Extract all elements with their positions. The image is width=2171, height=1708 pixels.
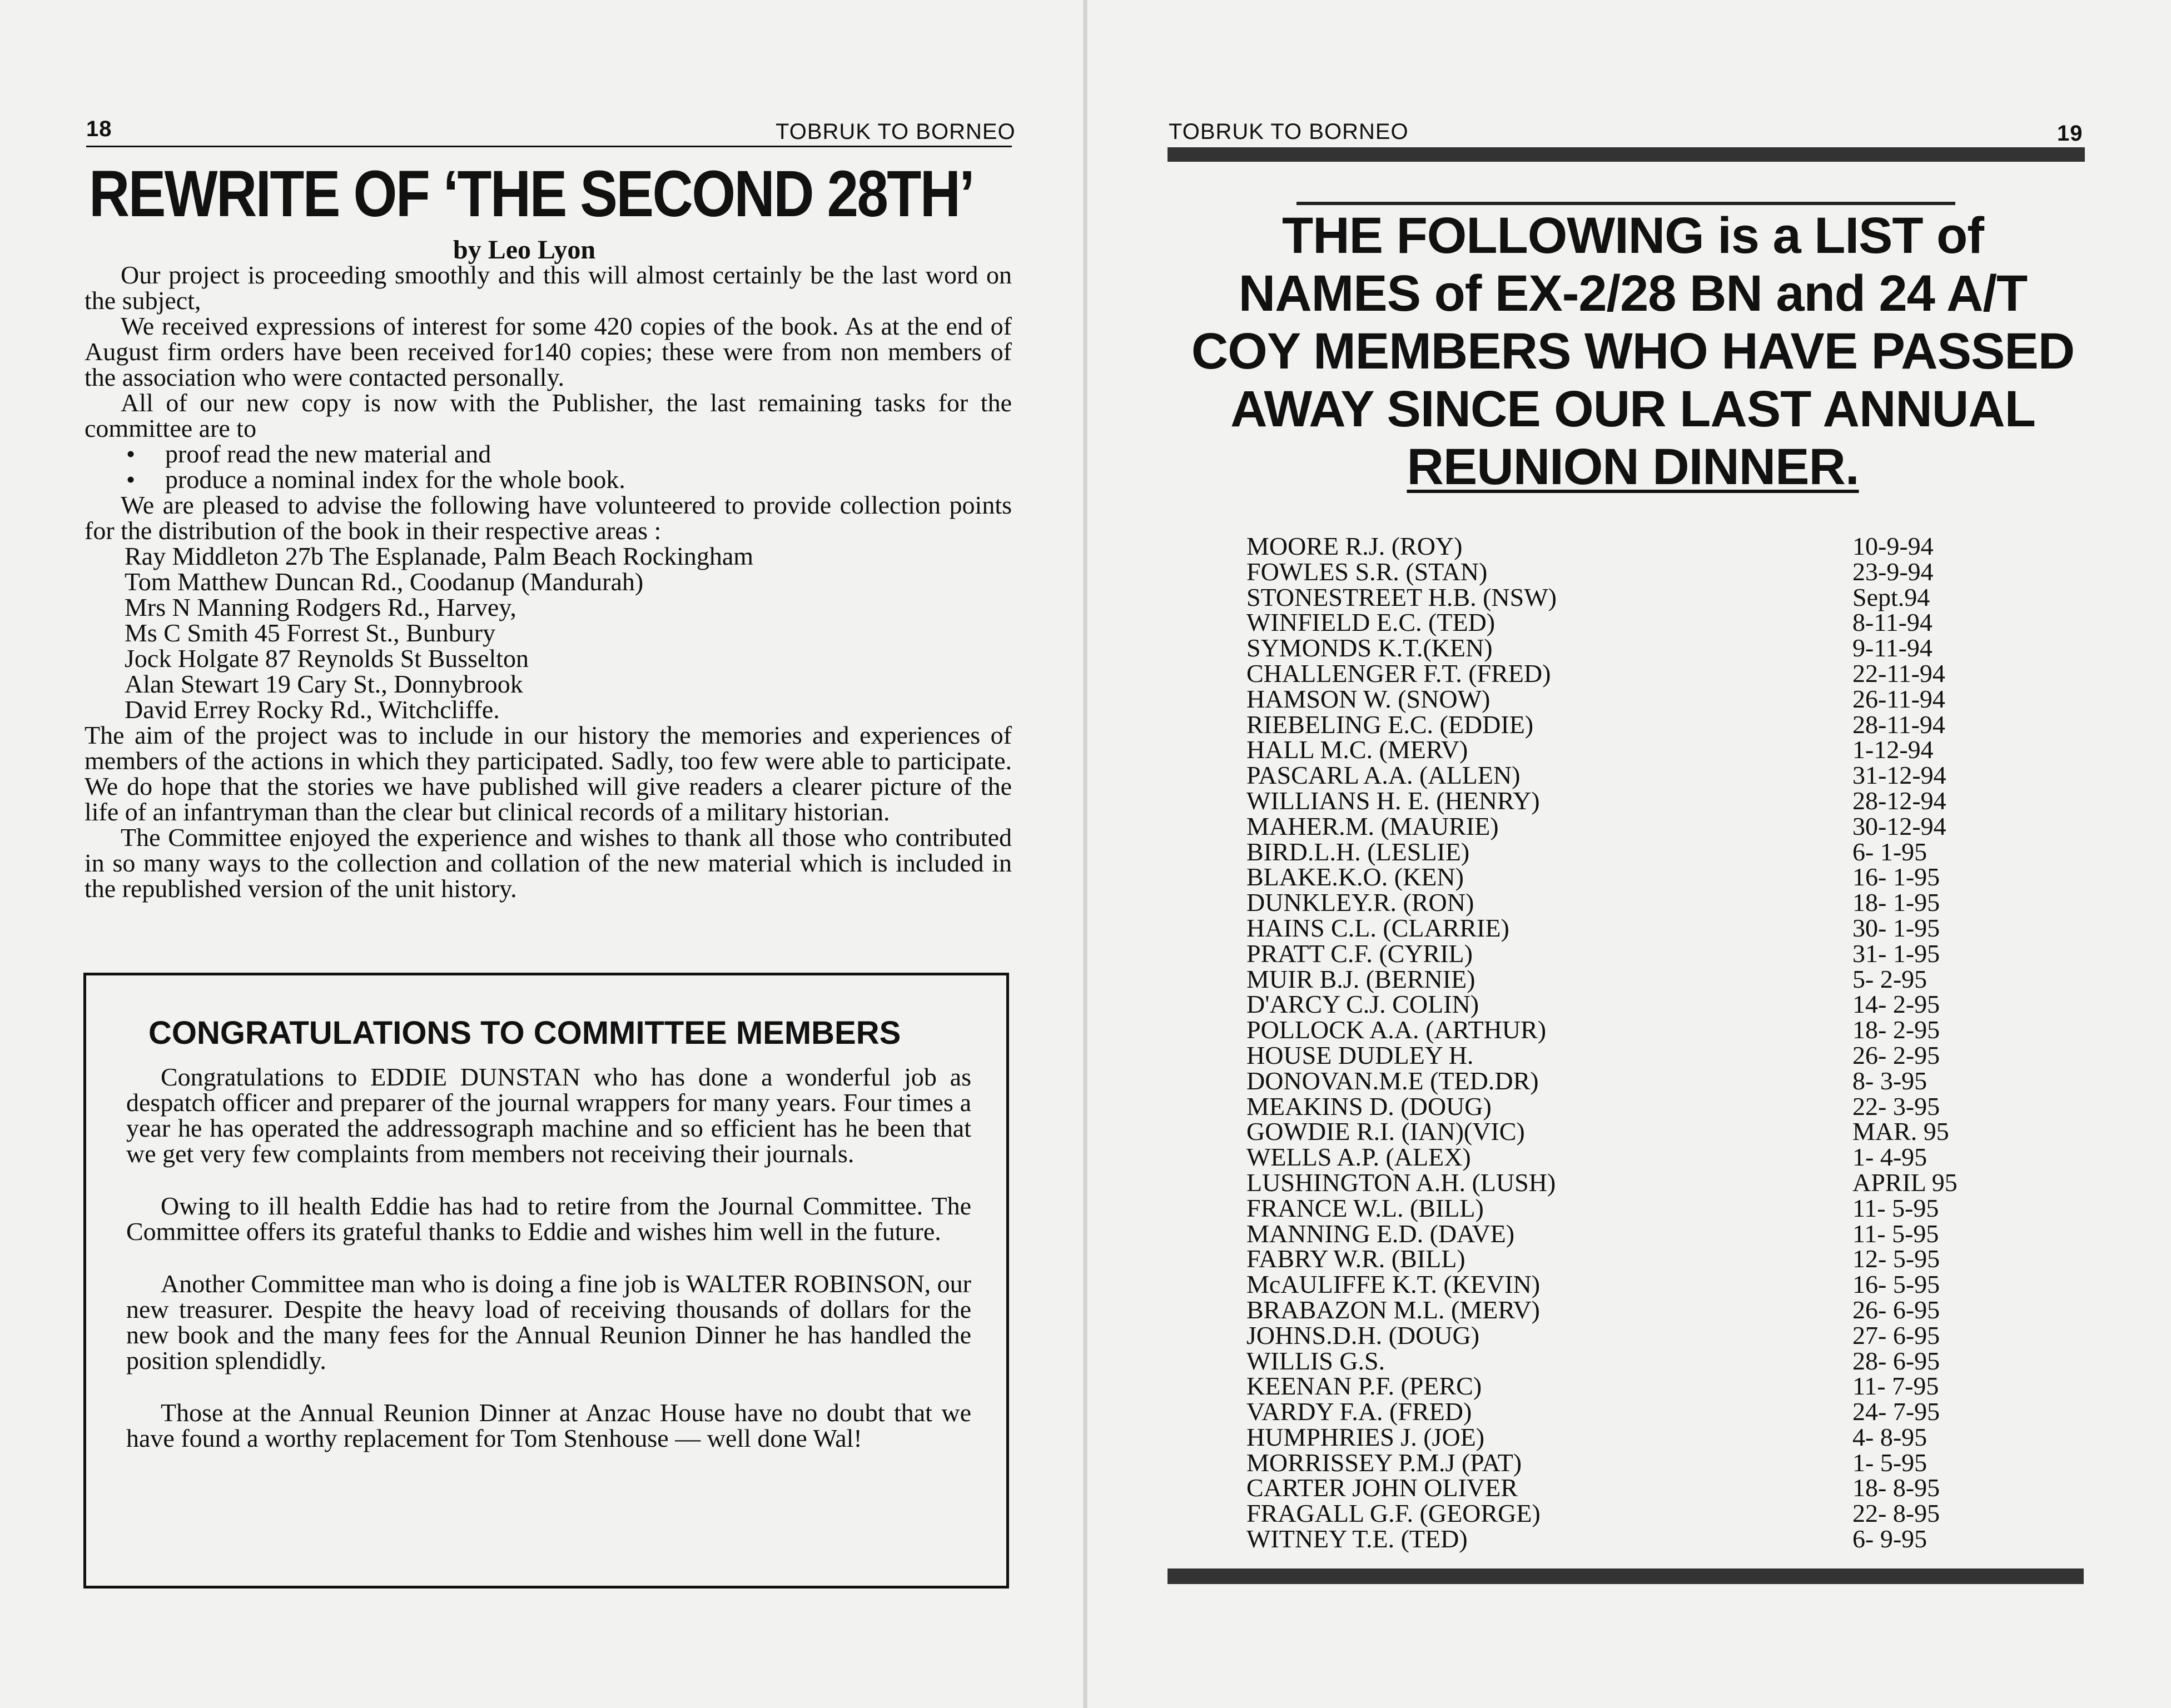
deceased-date: 30- 1-95 (1852, 913, 1940, 942)
right-page (1085, 0, 2171, 1708)
deceased-date: 4- 8-95 (1852, 1422, 1927, 1451)
deceased-date: 18- 2-95 (1852, 1015, 1940, 1044)
deceased-name: BIRD.L.H. (LESLIE) (1246, 837, 1470, 866)
collection-point: Tom Matthew Duncan Rd., Coodanup (Mandurah) (125, 567, 644, 596)
deceased-row (1246, 1422, 1986, 1451)
deceased-row (1246, 941, 1986, 967)
deceased-date: 6- 9-95 (1852, 1525, 1927, 1553)
collection-point: Mrs N Manning Rodgers Rd., Harvey, (125, 593, 516, 621)
deceased-row (1246, 661, 1986, 686)
deceased-name: PRATT C.F. (CYRIL) (1246, 939, 1473, 968)
deceased-row (1246, 839, 1986, 865)
deceased-name: MUIR B.J. (BERNIE) (1246, 964, 1476, 993)
deceased-date: 1- 5-95 (1852, 1448, 1927, 1477)
deceased-name: VARDY F.A. (FRED) (1246, 1397, 1472, 1426)
congratulations-title: CONGRATULATIONS TO COMMITTEE MEMBERS (148, 1015, 901, 1051)
deceased-name: D'ARCY C.J. COLIN) (1246, 990, 1479, 1019)
deceased-row (1246, 686, 1986, 712)
deceased-name: CHALLENGER F.T. (FRED) (1246, 659, 1551, 688)
deceased-date: 26- 6-95 (1852, 1295, 1940, 1324)
deceased-row (1246, 964, 1986, 993)
deceased-row (1246, 1094, 1986, 1119)
collection-point: Ray Middleton 27b The Esplanade, Palm Beach Rockingham (125, 542, 754, 570)
deceased-date: 11- 7-95 (1852, 1372, 1939, 1401)
deceased-date: 11- 5-95 (1852, 1193, 1939, 1222)
deceased-row (1246, 1017, 1986, 1043)
page-number: 19 (2057, 121, 2083, 146)
deceased-date: 26-11-94 (1852, 684, 1945, 713)
article-paragraph: All of our new copy is now with the Publisher, the last remaining tasks for the committee are to (85, 389, 1012, 442)
deceased-date: 16- 5-95 (1852, 1270, 1940, 1299)
deceased-name: RIEBELING E.C. (EDDIE) (1246, 710, 1534, 739)
deceased-name: GOWDIE R.I. (IAN)(VIC) (1246, 1117, 1525, 1146)
deceased-name: PASCARL A.A. (ALLEN) (1246, 761, 1521, 790)
deceased-date: 23-9-94 (1852, 557, 1934, 586)
deceased-name: MEAKINS D. (DOUG) (1246, 1092, 1492, 1121)
congratulations-paragraph: Those at the Annual Reunion Dinner at Anzac House have no doubt that we have found a worthy replacement for Tom Stenhouse — well done Wal! (126, 1398, 971, 1452)
deceased-row (1246, 1450, 1986, 1476)
article-paragraph: We received expressions of interest for some 420 copies of the book. As at the end of August firm orders have been received for140 copies; these were from non members of the association who were contacted personally. (85, 312, 1012, 391)
deceased-name: DUNKLEY.R. (RON) (1246, 888, 1474, 917)
deceased-date: 8- 3-95 (1852, 1066, 1927, 1095)
deceased-name: BLAKE.K.O. (KEN) (1246, 863, 1464, 892)
deceased-row (1246, 559, 1986, 585)
deceased-name: WELLS A.P. (ALEX) (1246, 1143, 1471, 1172)
deceased-date: 14- 2-95 (1852, 990, 1940, 1019)
congratulations-body (126, 1064, 971, 1478)
article-headline: REWRITE OF ‘THE SECOND 28TH’ (89, 157, 974, 231)
deceased-name: HALL M.C. (MERV) (1246, 735, 1468, 764)
deceased-row (1246, 992, 1986, 1017)
collection-point: Ms C Smith 45 Forrest St., Bunbury (125, 619, 496, 647)
deceased-date: 24- 7-95 (1852, 1397, 1940, 1426)
deceased-name: HUMPHRIES J. (JOE) (1246, 1422, 1485, 1451)
deceased-date: APRIL 95 (1852, 1168, 1958, 1197)
deceased-date: 18- 1-95 (1852, 888, 1940, 917)
deceased-date: Sept.94 (1852, 582, 1930, 611)
deceased-name: POLLOCK A.A. (ARTHUR) (1246, 1015, 1547, 1044)
deceased-name: HOUSE DUDLEY H. (1246, 1040, 1474, 1069)
page-number: 18 (86, 117, 112, 141)
deceased-row (1246, 635, 1986, 661)
deceased-date: 1-12-94 (1852, 735, 1934, 764)
deceased-row (1246, 1501, 1986, 1526)
task-list-item: • proof read the new material and (85, 441, 1012, 467)
congratulations-box (83, 973, 1009, 1589)
header-rule (86, 146, 1012, 147)
deceased-name: JOHNS.D.H. (DOUG) (1246, 1321, 1480, 1350)
deceased-date: 8-11-94 (1852, 608, 1932, 637)
deceased-name: MORRISSEY P.M.J (PAT) (1246, 1448, 1522, 1477)
collection-point: David Errey Rocky Rd., Witchcliffe. (125, 695, 500, 724)
deceased-name: McAULIFFE K.T. (KEVIN) (1246, 1270, 1541, 1299)
deceased-row (1246, 811, 1986, 840)
collection-point-list (85, 544, 1012, 723)
congratulations-paragraph: Owing to ill health Eddie has had to retire from the Journal Committee. The Committee offers its grateful thanks to Eddie and wishes him well in the future. (126, 1192, 971, 1246)
deceased-date: 12- 5-95 (1852, 1244, 1940, 1273)
deceased-row (1246, 1323, 1986, 1348)
deceased-date: 28-11-94 (1852, 710, 1945, 739)
deceased-name: MOORE R.J. (ROY) (1246, 532, 1463, 560)
deceased-name: DONOVAN.M.E (TED.DR) (1246, 1066, 1539, 1095)
deceased-row (1246, 1170, 1986, 1196)
deceased-name: FRANCE W.L. (BILL) (1246, 1193, 1484, 1222)
deceased-date: 26- 2-95 (1852, 1040, 1940, 1069)
deceased-name: FOWLES S.R. (STAN) (1246, 557, 1488, 586)
deceased-date: 31-12-94 (1852, 761, 1946, 790)
heading-line: THE FOLLOWING is a LIST of (1282, 207, 1984, 264)
deceased-row (1246, 534, 1986, 559)
deceased-row (1246, 1246, 1986, 1272)
deceased-row (1246, 1144, 1986, 1170)
deceased-name: MAHER.M. (MAURIE) (1246, 811, 1499, 840)
deceased-name: CARTER JOHN OLIVER (1246, 1473, 1518, 1502)
heading-line: AWAY SINCE OUR LAST ANNUAL (1230, 381, 2035, 437)
running-title: TOBRUK TO BORNEO (1169, 119, 1409, 144)
deceased-date: 22- 3-95 (1852, 1092, 1940, 1121)
deceased-name: FRAGALL G.F. (GEORGE) (1246, 1499, 1541, 1528)
deceased-name: HAMSON W. (SNOW) (1246, 684, 1491, 713)
deceased-name: WILLIS G.S. (1246, 1346, 1385, 1375)
deceased-row (1246, 788, 1986, 814)
heading-top-rule (1296, 202, 1955, 205)
deceased-row (1246, 1119, 1986, 1144)
deceased-name: WINFIELD E.C. (TED) (1246, 608, 1496, 637)
deceased-date: 27- 6-95 (1852, 1321, 1940, 1350)
deceased-row (1246, 763, 1986, 788)
article-body (85, 262, 1012, 902)
deceased-date: 16- 1-95 (1852, 863, 1940, 892)
deceased-row (1246, 890, 1986, 915)
task-list-item: • produce a nominal index for the whole book. (85, 467, 1012, 492)
deceased-name: BRABAZON M.L. (MERV) (1246, 1295, 1540, 1324)
header-bar (1168, 147, 2085, 162)
congratulations-paragraph: Congratulations to EDDIE DUNSTAN who has done a wonderful job as despatch officer and preparer of the journal wrappers for many years. Four times a year he has operated the addressograph machine and so efficient has he been that we get very few complaints from members not receiving their journals. (126, 1063, 971, 1168)
deceased-row (1246, 1348, 1986, 1374)
collection-point: Jock Holgate 87 Reynolds St Busselton (125, 644, 529, 673)
deceased-date: 10-9-94 (1852, 532, 1934, 560)
congratulations-paragraph: Another Committee man who is doing a fine job is WALTER ROBINSON, our new treasurer. Despite the heavy load of receiving thousands of dollars for the new book and the many fees for the Annual Reunion Dinner he has handled the position splendidly. (126, 1269, 971, 1375)
article-byline: by Leo Lyon (453, 235, 596, 265)
deceased-row (1246, 1068, 1986, 1094)
task-list (85, 441, 1012, 492)
deceased-date: 18- 8-95 (1852, 1473, 1940, 1502)
running-title: TOBRUK TO BORNEO (776, 119, 1016, 144)
deceased-name: KEENAN P.F. (PERC) (1246, 1372, 1482, 1401)
deceased-row (1246, 1475, 1986, 1501)
heading-line: COY MEMBERS WHO HAVE PASSED (1191, 323, 2075, 380)
deceased-name: WILLIANS H. E. (HENRY) (1246, 786, 1540, 815)
deceased-date: 28- 6-95 (1852, 1346, 1940, 1375)
deceased-date: MAR. 95 (1852, 1117, 1949, 1146)
left-page (0, 0, 1085, 1708)
deceased-row (1246, 915, 1986, 941)
article-paragraph: We are pleased to advise the following have volunteered to provide collection points for the distribution of the book in their respective areas : (85, 491, 1012, 545)
deceased-date: 5- 2-95 (1852, 964, 1927, 993)
heading-line: NAMES of EX-2/28 BN and 24 A/T (1238, 265, 2028, 322)
deceased-row (1246, 582, 1986, 611)
deceased-name: FABRY W.R. (BILL) (1246, 1244, 1465, 1273)
deceased-row (1246, 1040, 1986, 1069)
deceased-date: 30-12-94 (1852, 811, 1946, 840)
deceased-name: MANNING E.D. (DAVE) (1246, 1219, 1515, 1248)
deceased-row (1246, 1526, 1986, 1552)
heading-line: REUNION DINNER. (1407, 439, 1859, 495)
collection-point: Alan Stewart 19 Cary St., Donnybrook (125, 670, 523, 698)
footer-bar (1168, 1568, 2084, 1584)
deceased-date: 6- 1-95 (1852, 837, 1927, 866)
article-paragraph: The Committee enjoyed the experience and wishes to thank all those who contributed in so many ways to the collection and collation of the new material which is included in the republished version of the unit history. (85, 823, 1012, 903)
deceased-date: 9-11-94 (1852, 634, 1932, 663)
obituary-heading (1141, 207, 2125, 496)
deceased-row (1246, 1272, 1986, 1297)
deceased-row (1246, 1193, 1986, 1222)
deceased-date: 22- 8-95 (1852, 1499, 1940, 1528)
deceased-row (1246, 1221, 1986, 1247)
deceased-name: SYMONDS K.T.(KEN) (1246, 634, 1493, 663)
deceased-row (1246, 737, 1986, 763)
deceased-row (1246, 712, 1986, 738)
deceased-date: 22-11-94 (1852, 659, 1945, 688)
deceased-row (1246, 610, 1986, 635)
deceased-date: 31- 1-95 (1852, 939, 1940, 968)
deceased-name: HAINS C.L. (CLARRIE) (1246, 913, 1509, 942)
deceased-list (1246, 534, 1986, 1552)
deceased-date: 11- 5-95 (1852, 1219, 1939, 1248)
deceased-name: LUSHINGTON A.H. (LUSH) (1246, 1168, 1556, 1197)
article-paragraph: The aim of the project was to include in our history the memories and experiences of members of the actions in which they participated. Sadly, too few were able to participate. We do hope that the stories we have published will give readers a clearer picture of the life of an infantryman than the clear but clinical records of a military historian. (85, 721, 1012, 826)
deceased-name: WITNEY T.E. (TED) (1246, 1525, 1468, 1553)
deceased-date: 1- 4-95 (1852, 1143, 1927, 1172)
deceased-row (1246, 1399, 1986, 1425)
deceased-row (1246, 1297, 1986, 1323)
deceased-name: STONESTREET H.B. (NSW) (1246, 582, 1557, 611)
deceased-row (1246, 864, 1986, 890)
deceased-date: 28-12-94 (1852, 786, 1946, 815)
article-paragraph: Our project is proceeding smoothly and this will almost certainly be the last word on the subject, (85, 261, 1012, 315)
deceased-row (1246, 1373, 1986, 1399)
